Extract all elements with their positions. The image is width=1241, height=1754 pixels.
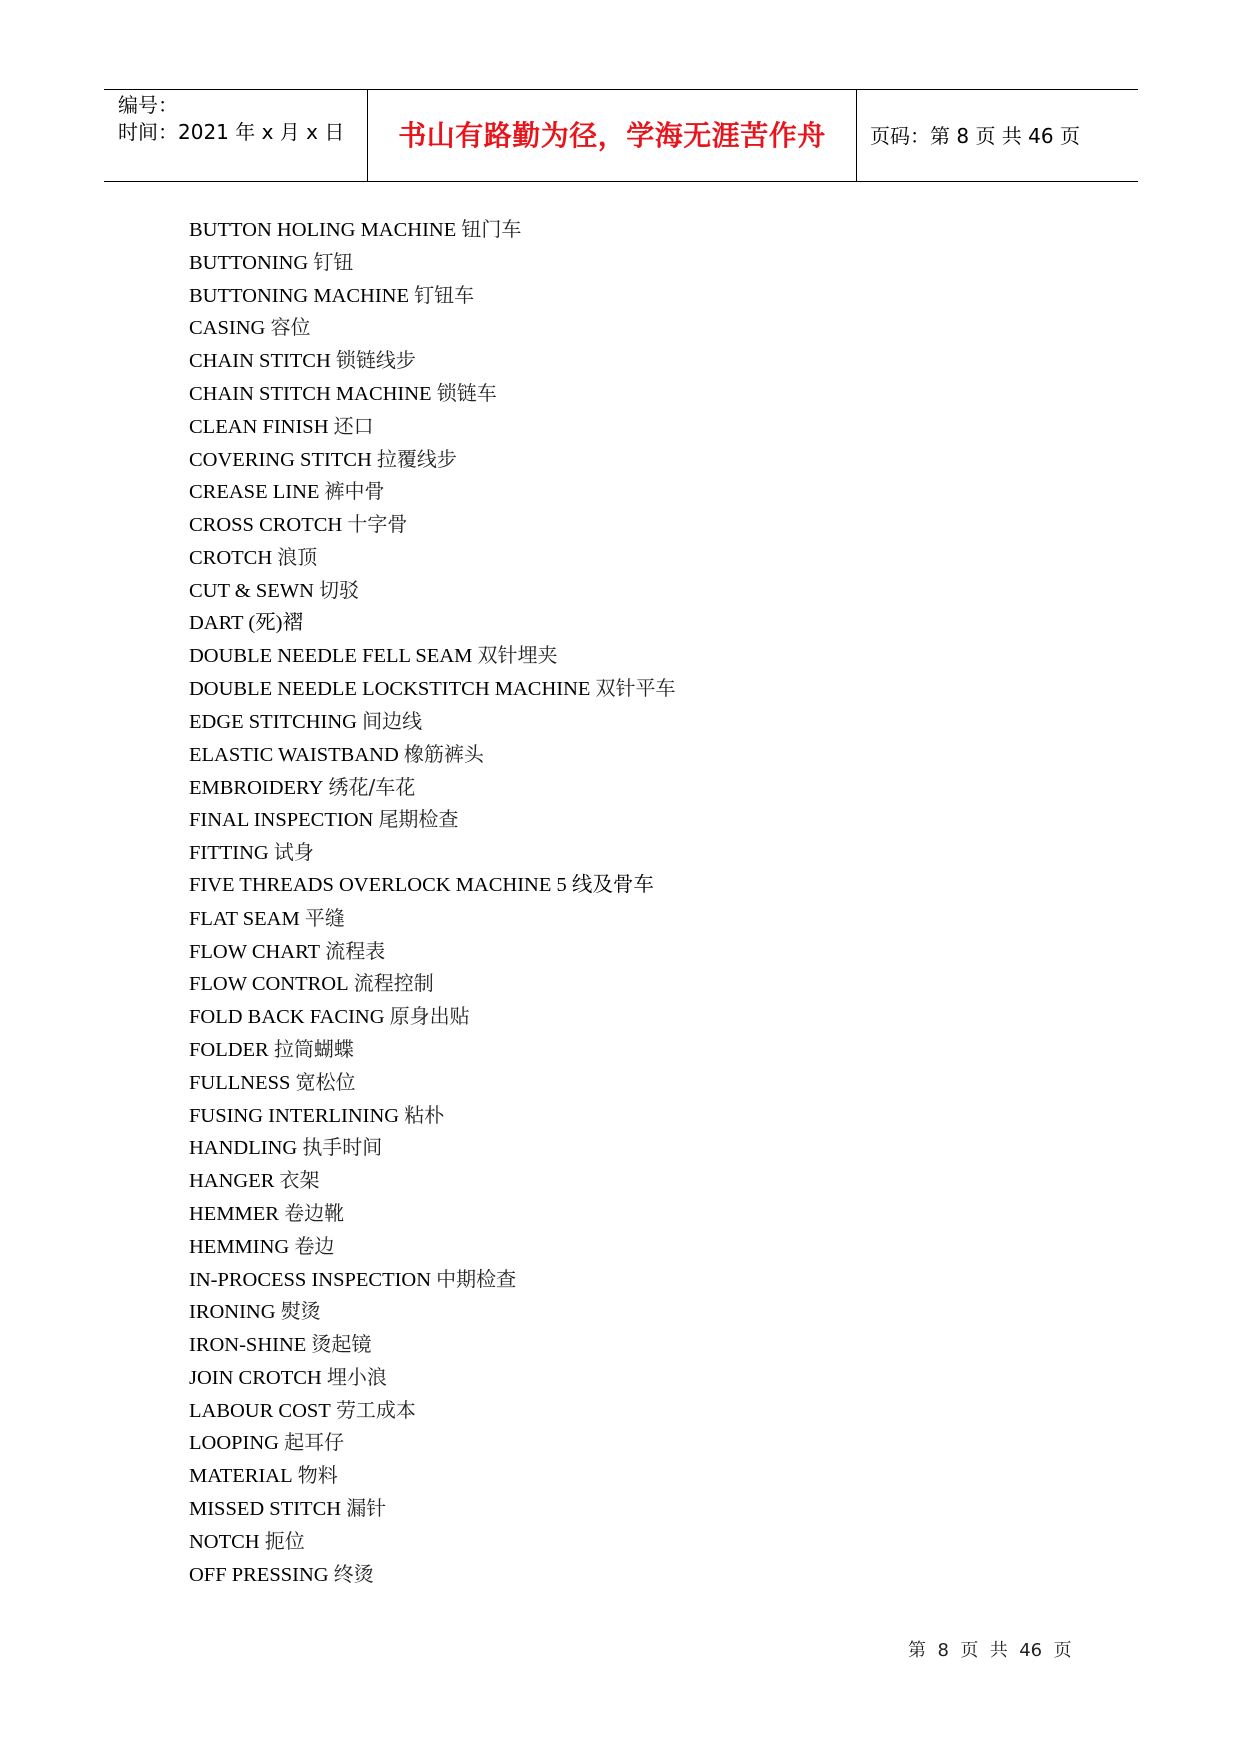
term-chinese: 卷边: [294, 1233, 335, 1258]
glossary-entry: [189, 869, 1089, 902]
glossary-entry: [189, 1000, 1089, 1033]
glossary-entry: [189, 672, 1089, 705]
glossary-entry: [189, 1230, 1089, 1263]
glossary-entry: [189, 213, 1089, 246]
term-chinese: 劳工成本: [335, 1397, 416, 1422]
term-english: HANGER: [189, 1170, 275, 1193]
term-english: BUTTONING: [189, 251, 309, 274]
term-english: DART (死)褶: [189, 611, 303, 634]
term-chinese: 卷边靴: [284, 1200, 345, 1225]
glossary-entry: [189, 541, 1089, 574]
glossary-entry: [189, 1558, 1089, 1591]
term-chinese: 钉钮: [313, 249, 354, 274]
term-english: FLOW CONTROL: [189, 973, 349, 996]
term-chinese: 锁链线步: [335, 348, 416, 373]
term-chinese: 漏针: [346, 1496, 387, 1521]
glossary-entry: [189, 1033, 1089, 1066]
glossary-entry: [189, 1131, 1089, 1164]
term-chinese: 拉筒蝴蝶: [273, 1036, 354, 1061]
term-english: FUSING INTERLINING: [189, 1104, 400, 1127]
term-chinese: 流程控制: [353, 971, 434, 996]
term-english: COVERING STITCH: [189, 448, 372, 471]
term-chinese: 起耳仔: [284, 1430, 345, 1455]
term-english: BUTTON HOLING MACHINE: [189, 219, 457, 241]
glossary-entry: [189, 1263, 1089, 1296]
header-meta-cell: [104, 90, 368, 181]
term-english: FIVE THREADS OVERLOCK MACHINE 5 线及骨车: [189, 873, 654, 896]
glossary-entry: [189, 771, 1089, 804]
term-english: CREASE LINE: [189, 481, 320, 504]
term-english: HANDLING: [189, 1137, 298, 1160]
glossary-entry: [189, 574, 1089, 607]
glossary-entry: [189, 803, 1089, 836]
term-english: LABOUR COST: [189, 1399, 331, 1422]
page-footer: 第 8 页 共 46 页: [908, 1640, 1072, 1661]
term-english: HEMMER: [189, 1202, 279, 1225]
term-english: FINAL INSPECTION: [189, 809, 374, 832]
glossary-entry: [189, 344, 1089, 377]
term-english: IRON-SHINE: [189, 1334, 307, 1357]
term-chinese: 尾期检查: [378, 807, 459, 832]
glossary-entry: [189, 475, 1089, 508]
term-chinese: 试身: [273, 840, 314, 865]
glossary-entry: [189, 1295, 1089, 1328]
term-chinese: 容位: [270, 315, 311, 340]
term-english: BUTTONING MACHINE: [189, 284, 409, 307]
term-chinese: 拉覆线步: [376, 446, 457, 471]
term-chinese: 浪顶: [277, 544, 318, 569]
term-chinese: 钉钮车: [414, 282, 475, 307]
term-english: CASING: [189, 317, 266, 340]
term-english: LOOPING: [189, 1432, 279, 1455]
glossary-entry: [189, 443, 1089, 476]
term-chinese: 熨烫: [280, 1299, 321, 1324]
term-english: DOUBLE NEEDLE FELL SEAM: [189, 645, 473, 668]
term-english: HEMMING: [189, 1235, 290, 1258]
glossary-entry: [189, 1426, 1089, 1459]
term-chinese: 钮门车: [461, 217, 522, 241]
glossary-entry: [189, 246, 1089, 279]
glossary-entry: [189, 639, 1089, 672]
term-chinese: 执手时间: [302, 1135, 383, 1160]
time-label: 时间：2021 年 x 月 x 日: [118, 120, 345, 144]
term-english: FOLDER: [189, 1038, 269, 1061]
term-english: ELASTIC WAISTBAND: [189, 743, 399, 766]
page-info-cell: [857, 90, 1138, 181]
glossary-entry: [189, 1361, 1089, 1394]
glossary-list: [189, 213, 1089, 1590]
glossary-entry: [189, 705, 1089, 738]
motto-text: 书山有路勤为径，学海无涯苦作舟: [398, 118, 826, 152]
serial-label: 编号：: [118, 93, 178, 117]
term-english: OFF PRESSING: [189, 1563, 329, 1586]
term-chinese: 间边线: [362, 708, 423, 733]
term-english: IRONING: [189, 1301, 276, 1324]
term-chinese: 原身出贴: [389, 1004, 470, 1029]
glossary-entry: [189, 1525, 1089, 1558]
term-english: FITTING: [189, 842, 269, 865]
term-english: FLAT SEAM: [189, 907, 300, 930]
term-chinese: 双针埋夹: [477, 643, 558, 668]
glossary-entry: [189, 1099, 1089, 1132]
motto-cell: [368, 90, 857, 181]
glossary-entry: [189, 902, 1089, 935]
term-chinese: 扼位: [264, 1528, 305, 1553]
term-english: CHAIN STITCH: [189, 350, 331, 373]
term-english: MISSED STITCH: [189, 1498, 342, 1521]
term-english: NOTCH: [189, 1530, 260, 1553]
term-chinese: 中期检查: [436, 1266, 517, 1291]
glossary-entry: [189, 1164, 1089, 1197]
glossary-entry: [189, 410, 1089, 443]
term-english: IN-PROCESS INSPECTION: [189, 1268, 432, 1291]
term-chinese: 烫起镜: [311, 1332, 372, 1357]
term-chinese: 十字骨: [347, 512, 408, 537]
term-chinese: 还口: [333, 413, 374, 438]
term-english: CUT & SEWN: [189, 579, 314, 602]
term-english: CLEAN FINISH: [189, 415, 329, 438]
glossary-entry: [189, 1459, 1089, 1492]
term-chinese: 锁链车: [436, 380, 497, 405]
term-chinese: 埋小浪: [326, 1364, 387, 1389]
term-english: DOUBLE NEEDLE LOCKSTITCH MACHINE: [189, 678, 591, 701]
term-chinese: 绣花/车花: [328, 774, 416, 799]
term-chinese: 粘朴: [404, 1102, 445, 1127]
term-english: CHAIN STITCH MACHINE: [189, 382, 432, 405]
glossary-entry: [189, 1328, 1089, 1361]
term-chinese: 终烫: [333, 1561, 374, 1586]
glossary-entry: [189, 607, 1089, 640]
term-english: CROSS CROTCH: [189, 514, 343, 537]
term-chinese: 裤中骨: [324, 479, 385, 504]
term-chinese: 切驳: [319, 577, 360, 602]
glossary-entry: [189, 1492, 1089, 1525]
term-chinese: 平缝: [304, 905, 345, 930]
term-chinese: 流程表: [325, 938, 386, 963]
glossary-entry: [189, 508, 1089, 541]
glossary-entry: [189, 311, 1089, 344]
term-chinese: 宽松位: [295, 1069, 356, 1094]
term-english: CROTCH: [189, 546, 273, 569]
glossary-entry: [189, 935, 1089, 968]
term-english: EDGE STITCHING: [189, 710, 357, 733]
term-english: FLOW CHART: [189, 940, 321, 963]
term-english: FULLNESS: [189, 1071, 291, 1094]
document-header: [104, 89, 1138, 182]
term-chinese: 衣架: [279, 1168, 320, 1193]
glossary-entry: [189, 836, 1089, 869]
term-english: FOLD BACK FACING: [189, 1006, 385, 1029]
term-chinese: 双针平车: [595, 676, 676, 701]
term-english: EMBROIDERY: [189, 776, 324, 799]
glossary-entry: [189, 377, 1089, 410]
glossary-entry: [189, 1066, 1089, 1099]
page-info-text: 页码：第 8 页 共 46 页: [870, 124, 1080, 148]
glossary-entry: [189, 1197, 1089, 1230]
term-chinese: 橡筋裤头: [403, 741, 484, 766]
glossary-entry: [189, 738, 1089, 771]
term-english: JOIN CROTCH: [189, 1366, 322, 1389]
glossary-entry: [189, 967, 1089, 1000]
term-chinese: 物料: [297, 1463, 338, 1488]
term-english: MATERIAL: [189, 1465, 293, 1488]
glossary-entry: [189, 279, 1089, 312]
glossary-entry: [189, 1394, 1089, 1427]
